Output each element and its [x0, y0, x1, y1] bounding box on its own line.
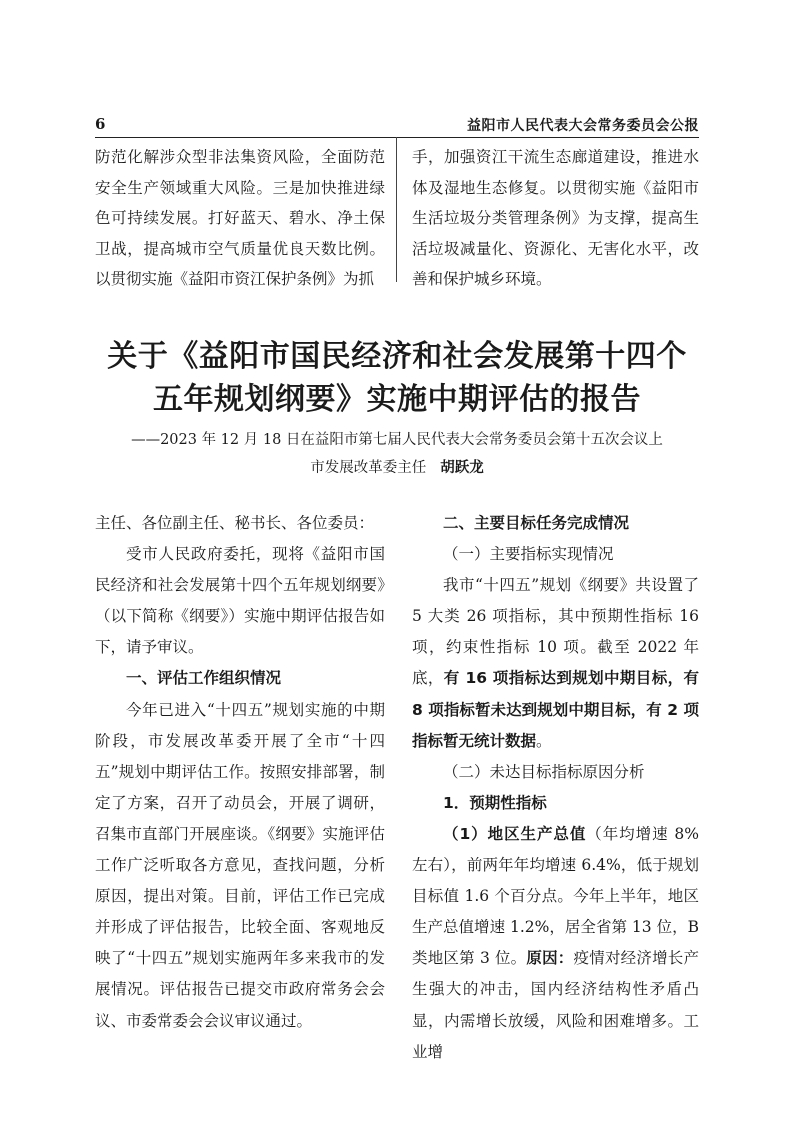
- column-divider: [396, 137, 397, 282]
- page-number: 6: [95, 115, 106, 133]
- article-heading: [95, 335, 699, 481]
- paragraph: 今年已进入“十四五”规划实施的中期阶段，市发展改革委开展了全市“十四五”规划中期评估工作。按照安排部署，制定了方案，召开了动员会，开展了调研，召集市直部门开展座谈。《纲要》实施评估工作广泛听取各方意见，查找问题，分析原因，提出对策。目前，评估工作已完成并形成了评估报告，比较全面、客观地反映了“十四五”规划实施两年多来我市的发展情况。评估报告已提交市政府常务会会议、市委常委会会议审议通过。: [95, 700, 385, 1030]
- body-column-left: [95, 508, 385, 1037]
- journal-title: 益阳市人民代表大会常务委员会公报: [467, 118, 699, 134]
- reason-label: 原因：: [526, 949, 574, 968]
- paragraph: 手，加强资江干流生态廊道建设，推进水体及湿地生态修复。以贯彻实施《益阳市生活垃圾分类管理条例》为支撑，提高生活垃圾减量化、资源化、无害化水平，改善和保护城乡环境。: [412, 148, 699, 289]
- text-run: （年均增速 8%左右），前两年年均增速 6.4%，低于规划目标值 1.6 个百分点。今年上半年，地区生产总值增速 1.2%，居全省第 13 位，B 类地区第 3 位。: [412, 824, 699, 968]
- text-run: 我市“十四五”规划《纲要》共设置了 5 大类 26 项指标，其中预期性指标 16 项，约束性指标 10 项。截至 2022 年底，: [412, 576, 699, 688]
- continued-text-left: [95, 142, 385, 295]
- subsection-heading: （一）主要指标实现情况: [443, 545, 614, 564]
- text-run: 疫情对经济增长产生强大的冲击，国内经济结构性矛盾凸显，内需增长放缓，风险和困难增多。工业增: [412, 949, 699, 1061]
- author-role: 市发展改革委主任: [310, 460, 427, 476]
- paragraph: 防范化解涉众型非法集资风险，全面防范安全生产领域重大风险。三是加快推进绿色可持续发展。打好蓝天、碧水、净土保卫战，提高城市空气质量优良天数比例。以贯彻实施《益阳市资江保护条例》为抓: [95, 148, 385, 289]
- article-title: 关于《益阳市国民经济和社会发展第十四个五年规划纲要》实施中期评估的报告: [107, 339, 687, 417]
- subsection-heading: （二）未达目标指标原因分析: [443, 762, 645, 781]
- bold-label: （1）地区生产总值: [443, 824, 587, 843]
- bold-text-run: 有 16 项指标达到规划中期目标，有 8 项指标暂未达到规划中期目标，有 2 项指标暂无统计数据: [412, 669, 699, 750]
- item-heading: 1．预期性指标: [443, 793, 547, 812]
- article-subtitle: ——2023 年 12 月 18 日在益阳市第七届人民代表大会常务委员会第十五次会议上: [131, 432, 663, 448]
- page-header: [95, 115, 699, 138]
- text-run: 。: [536, 731, 552, 750]
- body-column-right: [412, 508, 699, 1068]
- continued-text-right: [412, 142, 699, 295]
- section-heading: 二、主要目标任务完成情况: [443, 514, 630, 532]
- paragraph: [412, 570, 699, 757]
- section-heading: 一、评估工作组织情况: [126, 669, 282, 688]
- intro-paragraph: 受市人民政府委托，现将《益阳市国民经济和社会发展第十四个五年规划纲要》（以下简称《纲要》）实施中期评估报告如下，请予审议。: [95, 545, 385, 657]
- author-line: [95, 455, 699, 481]
- paragraph: [412, 819, 699, 1068]
- salutation: 主任、各位副主任、秘书长、各位委员：: [95, 514, 375, 532]
- author-name: 胡跃龙: [440, 460, 484, 476]
